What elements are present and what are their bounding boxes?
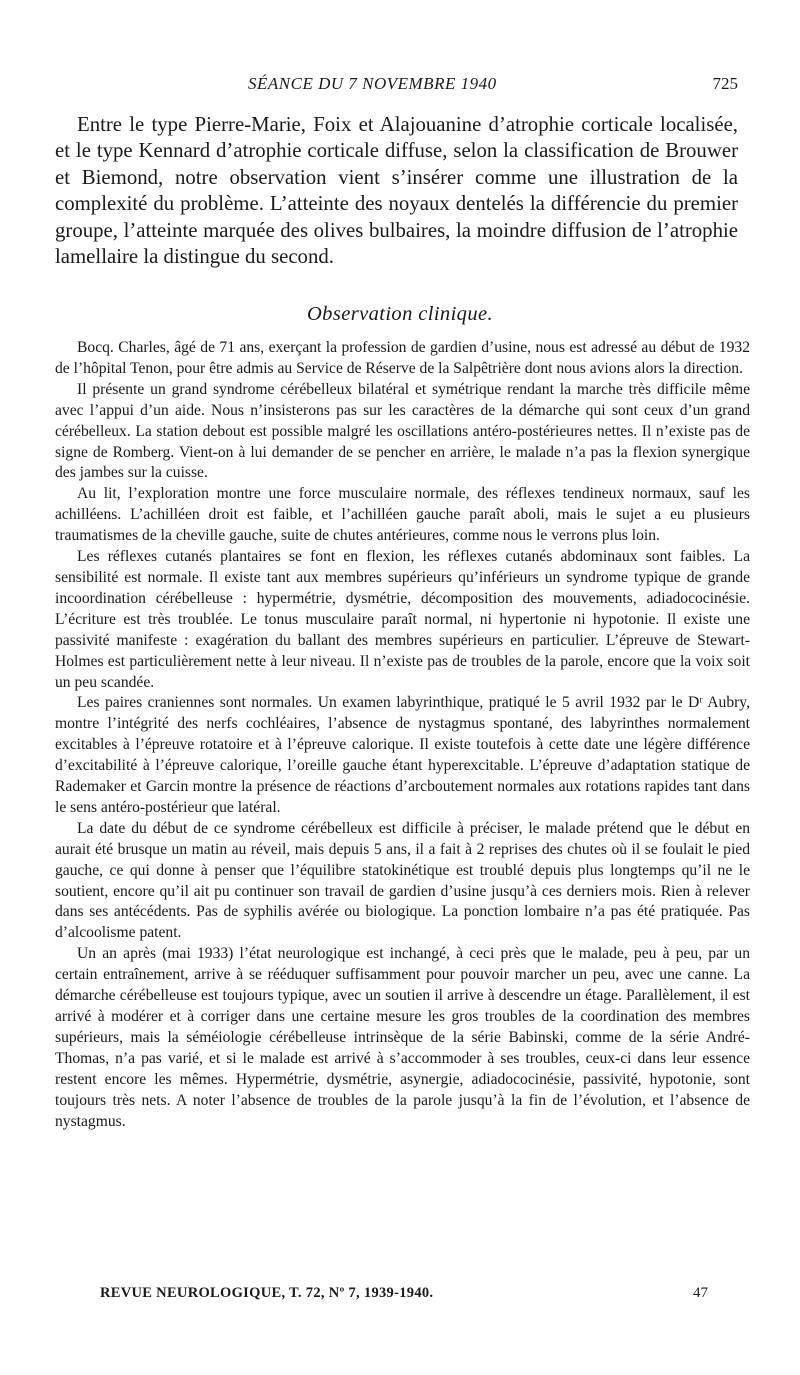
page-number: 725 bbox=[712, 74, 738, 93]
paragraph-bed-exam: Au lit, l’exploration montre une force musculaire normale, des réflexes tendineux normaux, sauf les achilléens. L’achilléen droit est faible, et l’achilléen gauche paraît aboli, mais le sujet a eu plusieurs traumatismes de la cheville gauche, suite de chutes antérieures, comme nous le verrons plus loin. bbox=[55, 485, 750, 545]
page-footer bbox=[100, 1283, 708, 1307]
sheet-number: 47 bbox=[693, 1285, 708, 1301]
paragraph-cerebellar-syndrome: Il présente un grand syndrome cérébelleux bilatéral et symétrique rendant la marche très difficile même avec l’appui d’un aide. Nous n’insisterons pas sur les caractères de la démarche qui sont ceux d’un grand cérébelleux. La station debout est possible malgré les oscillations antéro-postérieures nettes. Il n’existe pas de signe de Romberg. Vient-on à lui demander de se pencher en arrière, le malade n’a pas la flexion synergique des jambes sur la cuisse. bbox=[55, 380, 750, 482]
running-header bbox=[0, 72, 800, 98]
section-title: Observation clinique. bbox=[306, 303, 494, 325]
intro-paragraph: Entre le type Pierre-Marie, Foix et Alajouanine d’atrophie corticale localisée, et le type Kennard d’atrophie corticale diffuse, selon la classification de Brouwer et Biemond, notre observation vient s’insérer comme une illustration de la complexité du problème. L’atteinte des noyaux dentelés la différencie du premier groupe, l’atteinte marquée des olives bulbaires, la moindre diffusion de l’atrophie lamellaire la distingue du second. bbox=[55, 113, 738, 269]
journal-citation: REVUE NEUROLOGIQUE, T. 72, Nº 7, 1939-1940. bbox=[100, 1285, 434, 1301]
observation-body bbox=[55, 338, 750, 1132]
paragraph-cranial-nerves: Les paires craniennes sont normales. Un examen labyrinthique, pratiqué le 5 avril 1932 par le Dʳ Aubry, montre l’intégrité des nerfs cochléaires, l’absence de nystagmus spontané, des labyrinthes normalement excitables à l’épreuve rotatoire et à l’épreuve calorique. Il existe toutefois à cette date une légère différence d’excitabilité à l’épreuve calorique, l’oreille gauche étant hyperexcitable. L’épreuve d’adaptation statique de Rademaker et Garcin montre la présence de réactions d’arcboutement normales aux rotations rapides tant dans le sens antéro-postérieur que latéral. bbox=[55, 694, 750, 816]
paragraph-follow-up: Un an après (mai 1933) l’état neurologique est inchangé, à ceci près que le malade, peu à peu, par un certain entraînement, arrive à se rééduquer suffisamment pour pouvoir marcher un peu, avec une canne. La démarche cérébelleuse est toujours typique, avec un soutien il arrive à descendre un étage. Parallèlement, il est arrivé à modérer et à corriger dans une certaine mesure les gros troubles de la coordination des membres supérieurs, mais la séméiologie cérébelleuse intrinsèque de la série Babinski, comme de la série André-Thomas, n’a pas varié, et si le malade est arrivé à s’accommoder à ses troubles, ceux-ci dans leur essence restent encore les mêmes. Hypermétrie, dysmétrie, asynergie, adiadococinésie, passivité, hypotonie, sont toujours très nets. A noter l’absence de troubles de la parole jusqu’à la fin de l’évolution, et l’absence de nystagmus. bbox=[55, 945, 750, 1130]
paragraph-patient-intro: Bocq. Charles, âgé de 71 ans, exerçant la profession de gardien d’usine, nous est adressé au début de 1932 de l’hôpital Tenon, pour être admis au Service de Réserve de la Salpêtrière dont nous avions alors la direction. bbox=[55, 339, 750, 377]
running-title: SÉANCE DU 7 NOVEMBRE 1940 bbox=[248, 74, 497, 93]
paragraph-onset: La date du début de ce syndrome cérébelleux est difficile à préciser, le malade prétend que le début en aurait été brusque un matin au réveil, mais depuis 5 ans, il a fait à 2 reprises des chutes où il se foulait le pied gauche, ce qui donne à penser que l’équilibre statokinétique est troublé depuis plus longtemps qu’il ne le soutient, encore qu’il ait pu continuer son travail de gardien d’usine jusqu’à ces derniers mois. Rien à relever dans ses antécédents. Pas de syphilis avérée ou biologique. La ponction lombaire n’a pas été pratiquée. Pas d’alcoolisme patent. bbox=[55, 819, 750, 942]
paragraph-reflexes: Les réflexes cutanés plantaires se font en flexion, les réflexes cutanés abdominaux sont faibles. La sensibilité est normale. Il existe tant aux membres supérieurs qu’inférieurs un syndrome typique de grande incoordination cérébelleuse : hypermétrie, dysmétrie, décomposition des mouvements, adiadococinésie. L’écriture est très troublée. Le tonus musculaire paraît normal, ni hypertonie ni hypotonie. Il existe une passivité manifeste : exagération du ballant des membres supérieurs en particulier. L’épreuve de Stewart-Holmes est particulièrement nette à leur niveau. Il n’existe pas de troubles de la parole, encore que la voix soit un peu scandée. bbox=[55, 548, 750, 691]
